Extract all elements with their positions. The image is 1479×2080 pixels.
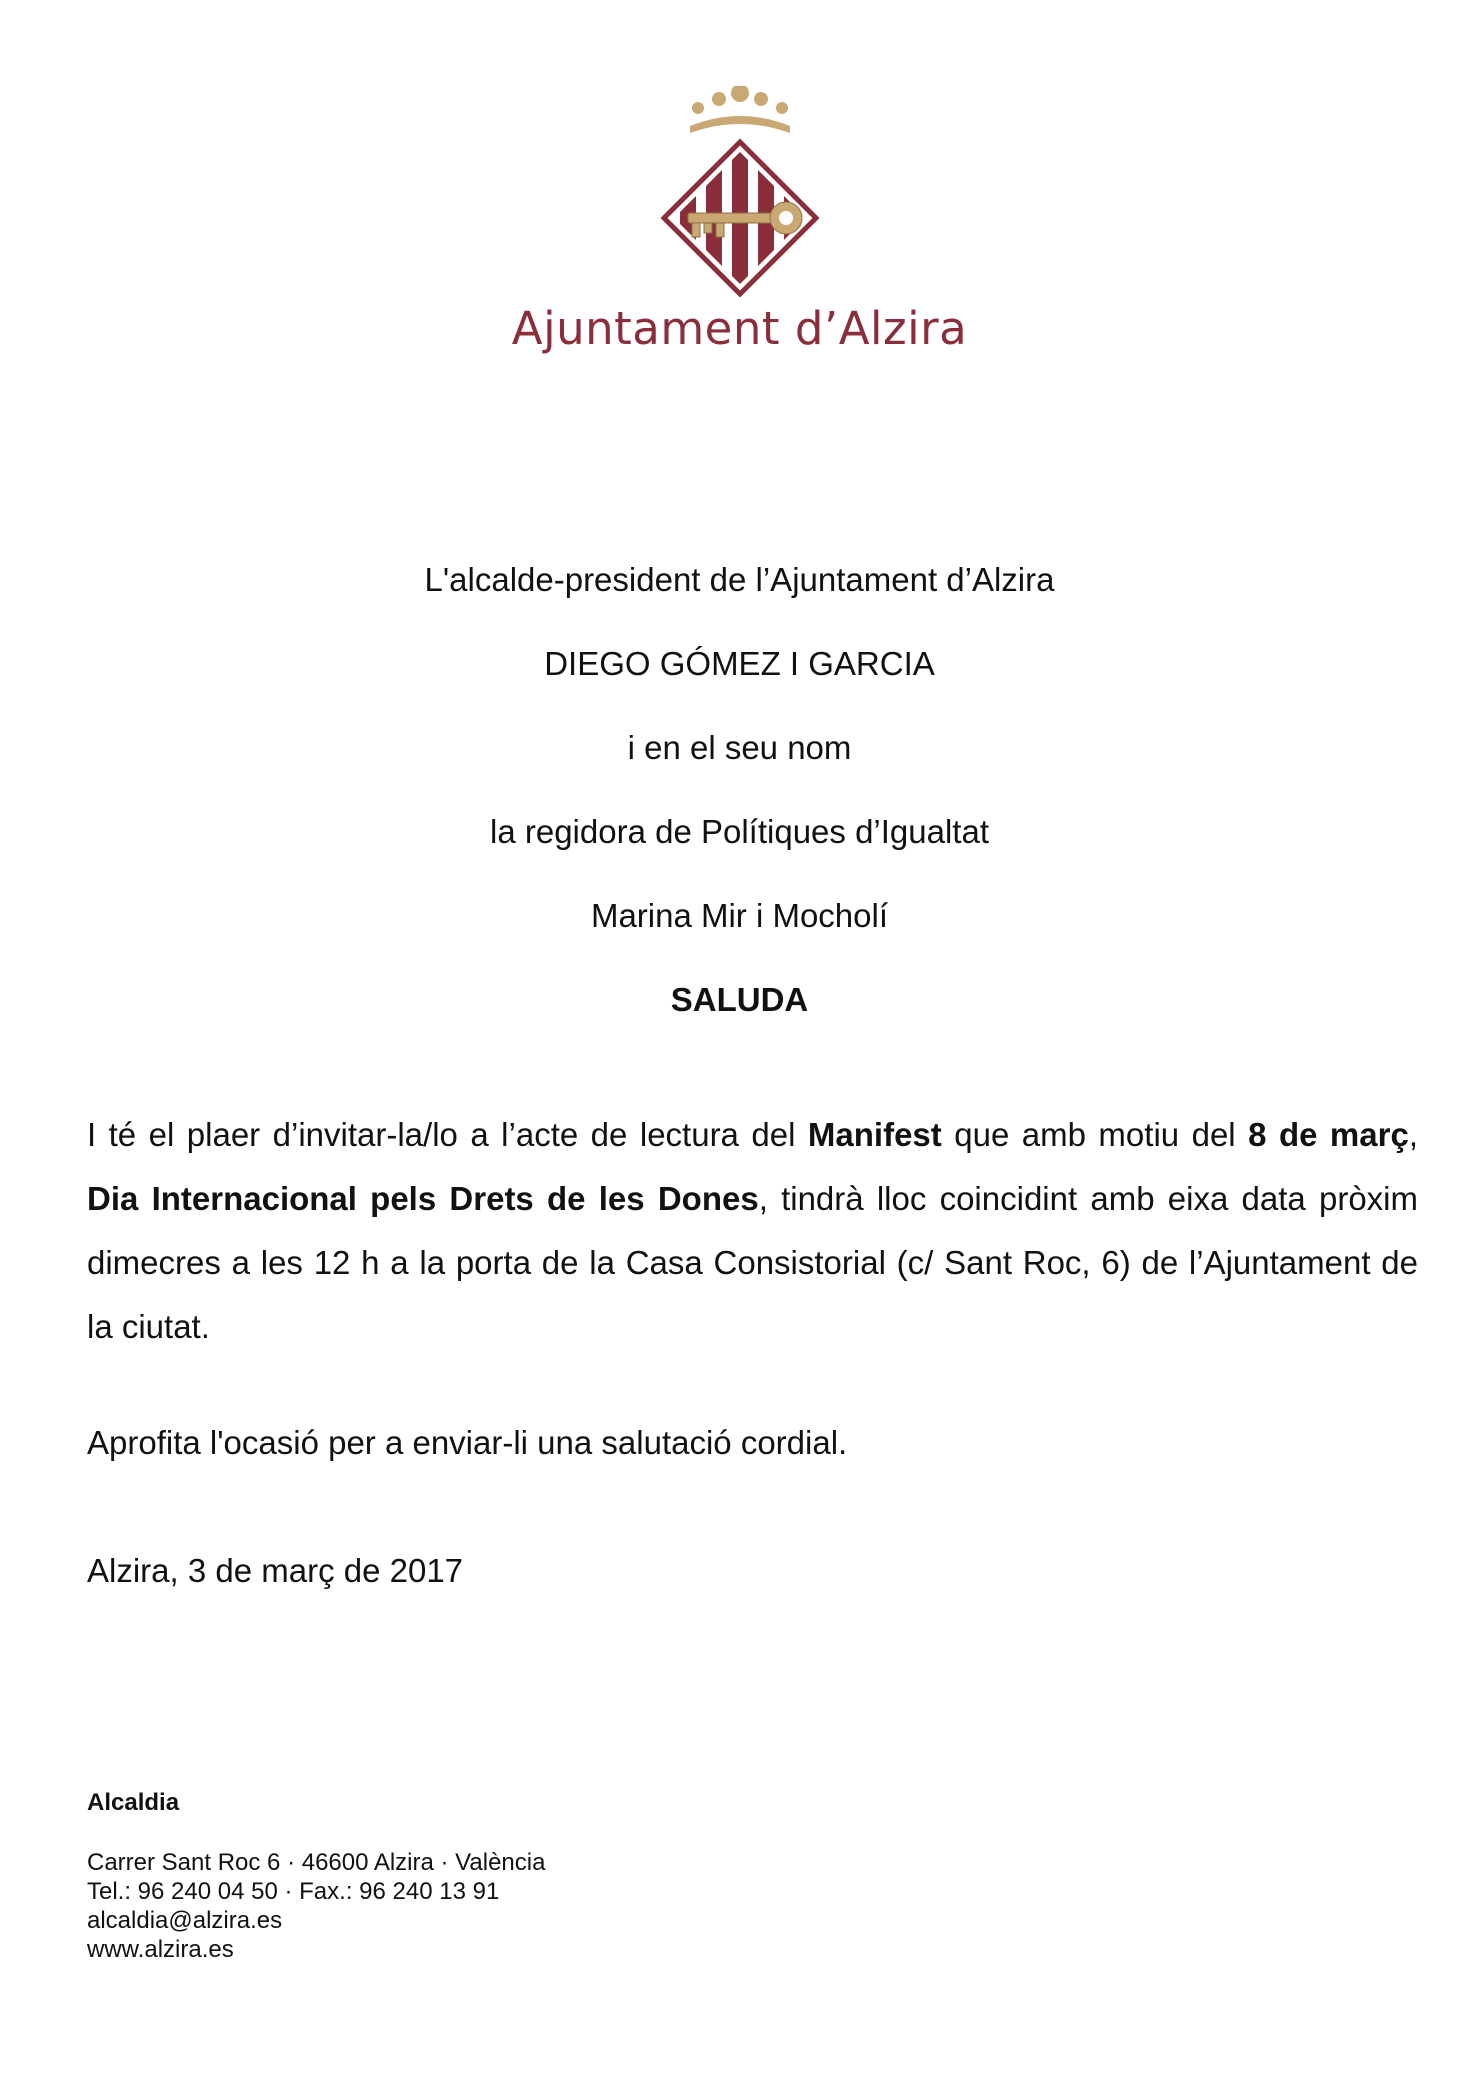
invitation-paragraph: [87, 1103, 1418, 1359]
footer-website: www.alzira.es: [87, 1936, 234, 1963]
closing-paragraph: Aprofita l'ocasió per a enviar-li una salutació cordial.: [87, 1424, 848, 1461]
footer-email: alcaldia@alzira.es: [87, 1907, 283, 1934]
invite-text-3: ,: [1408, 1116, 1418, 1153]
coat-of-arms-icon: [640, 86, 840, 298]
invite-text-4: , tindrà lloc coincidint amb eixa data pròxim dimecres a les 12 h a la porta de la Casa Consistorial (c/ Sant Roc, 6) de l’Ajuntament de la ciutat.: [87, 1180, 1418, 1345]
footer-department: Alcaldia: [87, 1789, 180, 1816]
logo-name: Ajuntament d’Alzira: [511, 302, 968, 355]
invite-bold-date: 8 de març: [1248, 1116, 1409, 1153]
footer-phone: Tel.: 96 240 04 50 · Fax.: 96 240 13 91: [87, 1878, 500, 1905]
body-text: [87, 1103, 1418, 1603]
greeting-block: [0, 538, 1479, 1042]
date-line: Alzira, 3 de març de 2017: [87, 1552, 464, 1589]
invite-bold-day-name: Dia Internacional pels Drets de les Dones: [87, 1180, 759, 1217]
footer-address: Carrer Sant Roc 6 · 46600 Alzira · València: [87, 1849, 546, 1876]
greeting-councillor-title: la regidora de Polítiques d’Igualtat: [490, 813, 989, 850]
greeting-mayor-name: DIEGO GÓMEZ I GARCIA: [544, 645, 935, 682]
header-logo: [0, 86, 1479, 354]
greeting-mayor-title: L'alcalde-president de l’Ajuntament d’Alzira: [424, 561, 1055, 598]
greeting-saluda: SALUDA: [670, 981, 809, 1018]
greeting-councillor-name: Marina Mir i Mocholí: [590, 897, 889, 934]
invite-text-1: I té el plaer d’invitar-la/lo a l’acte de lectura del: [87, 1116, 808, 1153]
greeting-on-behalf: i en el seu nom: [627, 729, 852, 766]
invite-bold-manifest: Manifest: [807, 1116, 942, 1153]
footer: [87, 1788, 545, 1964]
invite-text-2: que amb motiu del: [941, 1116, 1249, 1153]
